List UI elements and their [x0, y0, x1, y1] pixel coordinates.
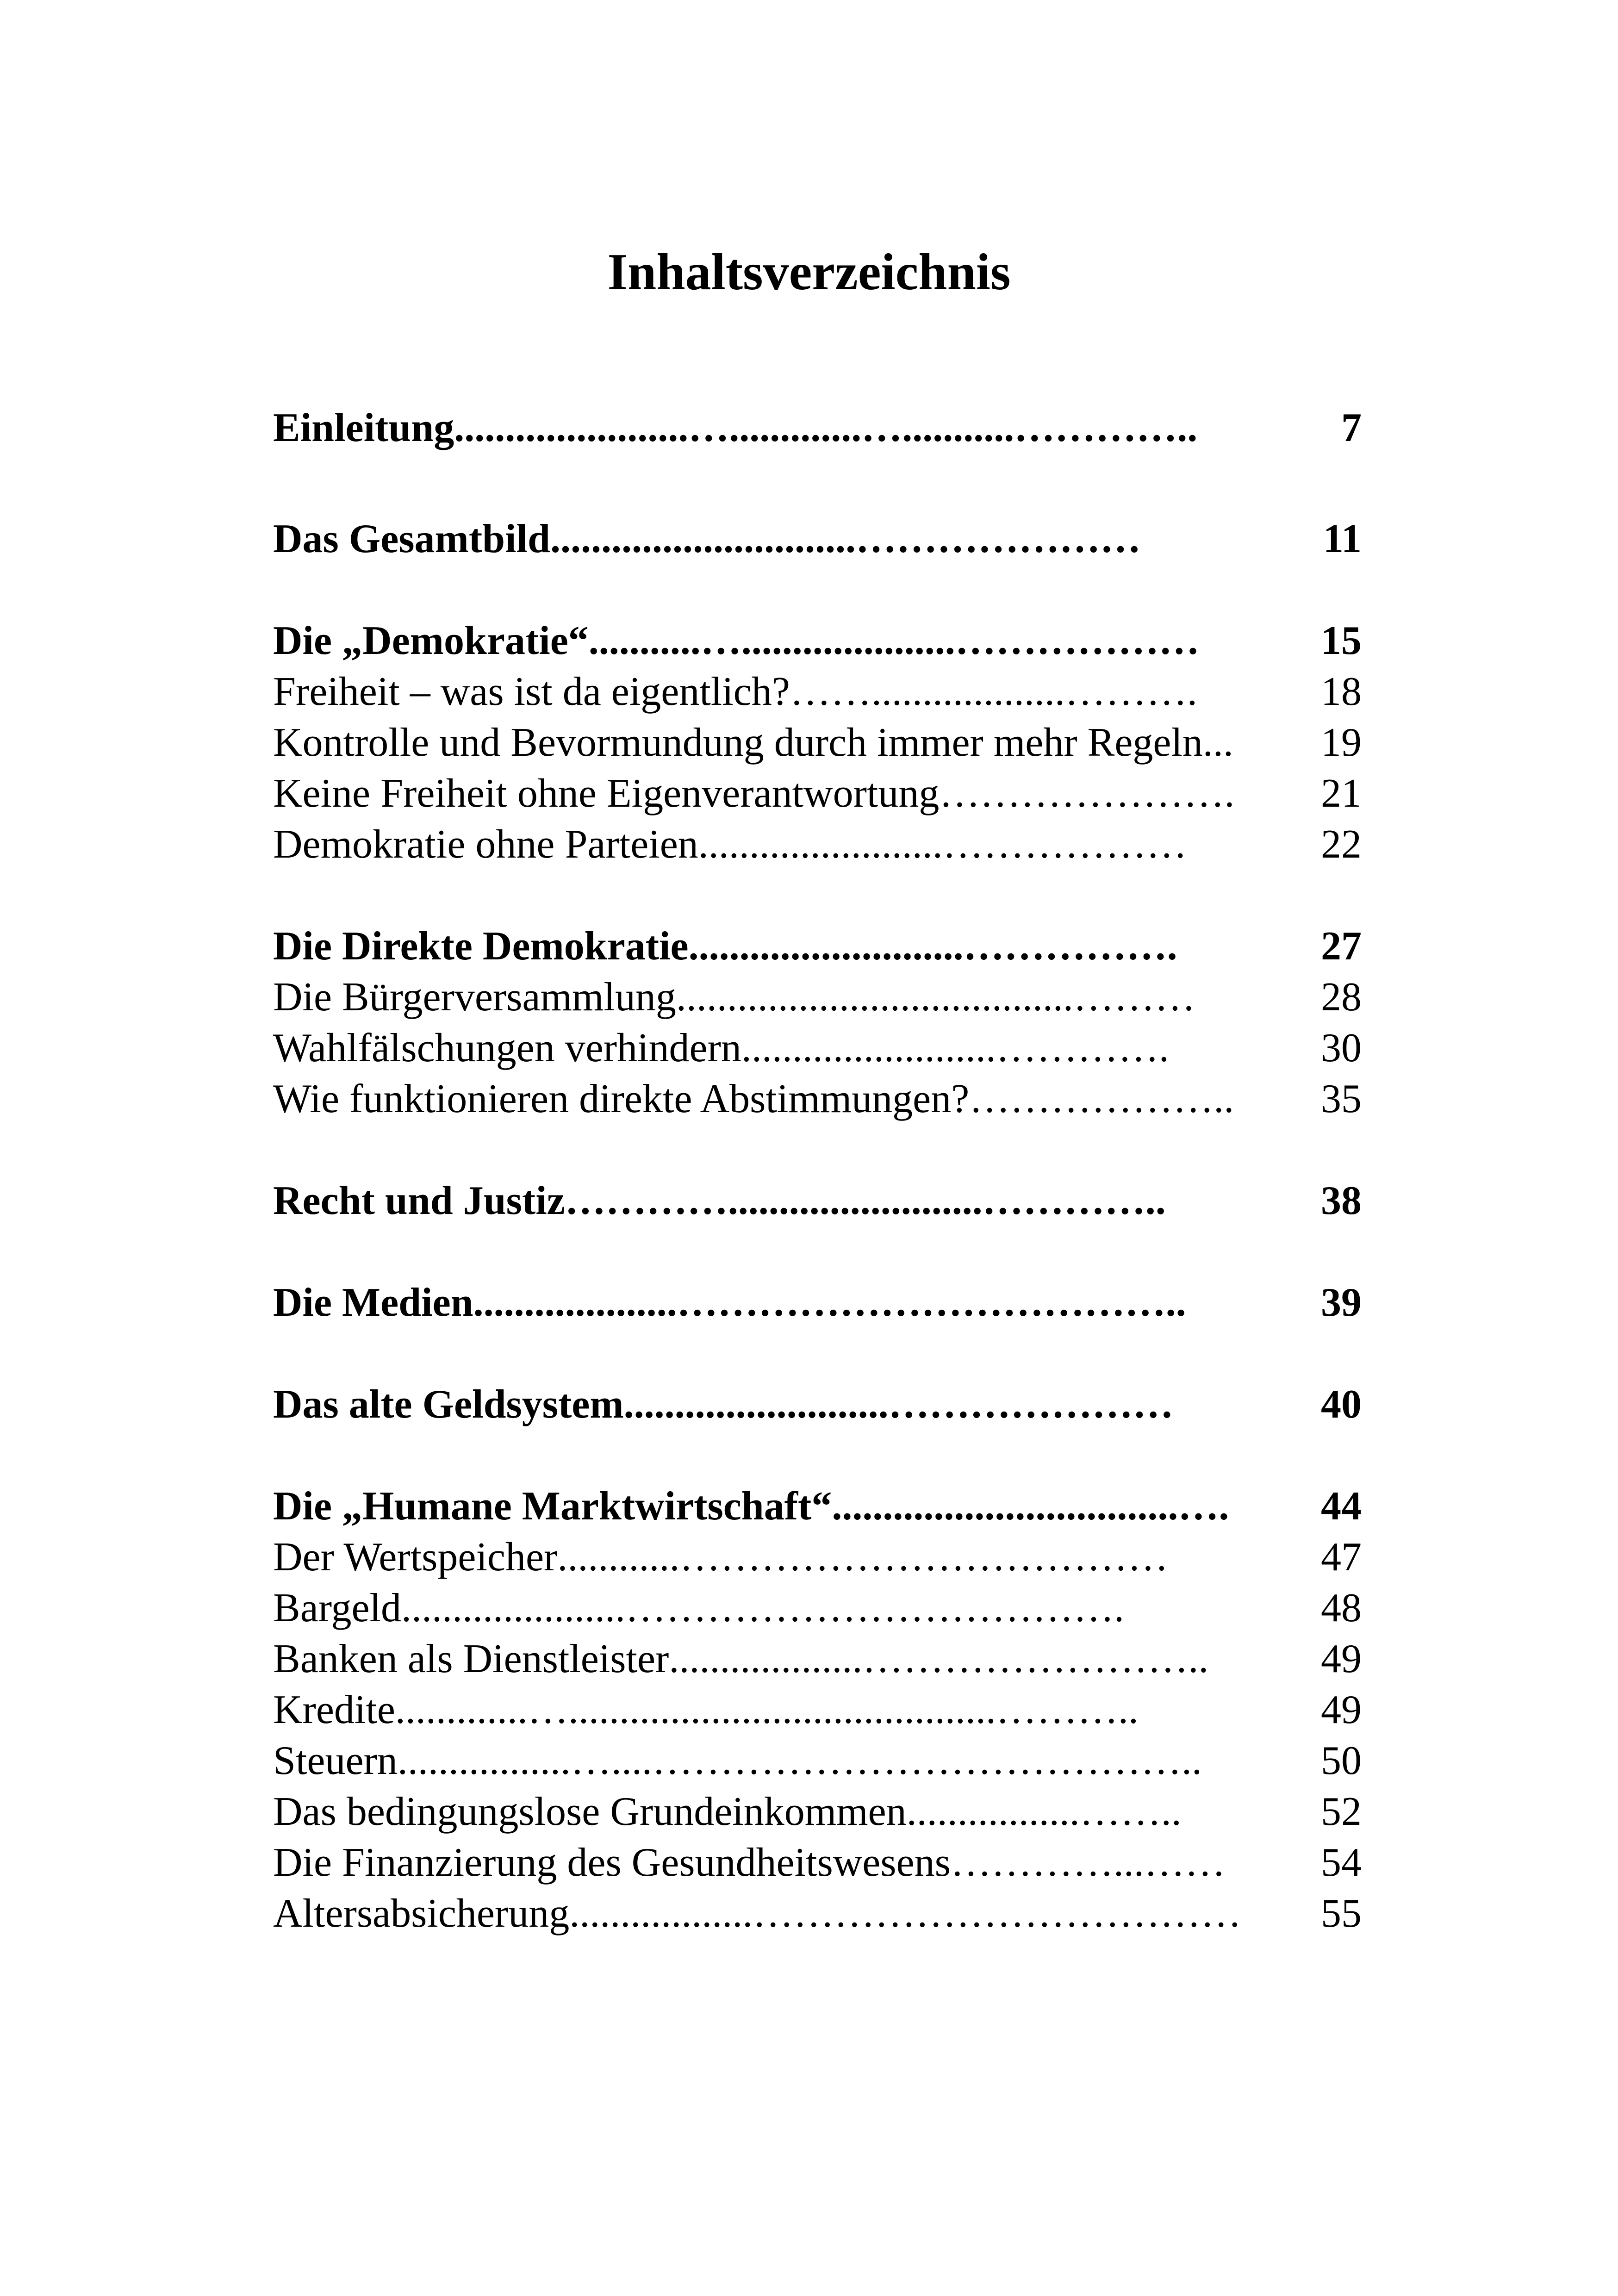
toc-entry-label: Wie funktionieren direkte Abstimmungen?	[273, 1076, 970, 1121]
toc-entry-page: 19	[1321, 720, 1362, 765]
toc-entry-leader: ......................……………………………….	[401, 1586, 1124, 1630]
toc-entry-label: Einleitung	[273, 405, 454, 450]
toc-entry-leader: ...........................…………….	[688, 924, 1177, 969]
toc-entry-leader: ..............................…………………	[550, 516, 1141, 561]
toc-entry-page: 28	[1321, 975, 1362, 1020]
toc-entry-leader: ...	[1202, 720, 1233, 765]
toc-entry-eigenverantwortung	[273, 768, 1362, 819]
toc-entry-leader: ............………………………………	[557, 1535, 1169, 1580]
toc-entry-label: Freiheit – was ist da eigentlich?	[273, 669, 790, 714]
toc-entry-page: 22	[1321, 822, 1362, 867]
toc-entry-page: 54	[1321, 1840, 1362, 1885]
toc-entry-banken	[273, 1634, 1362, 1685]
toc-entry-kontrolle	[273, 717, 1362, 768]
toc-entry-page: 27	[1321, 924, 1362, 969]
toc-entry-abstimmungen	[273, 1074, 1362, 1125]
toc-entry-einleitung	[273, 403, 1362, 454]
toc-entry-leader: ……...................……….	[790, 669, 1197, 714]
toc-entry-page: 7	[1341, 405, 1362, 450]
toc-entry-buergerversammlung	[273, 972, 1362, 1023]
toc-entry-label: Bargeld	[273, 1586, 401, 1630]
toc-entry-ohne-parteien	[273, 819, 1362, 870]
toc-entry-leader: ………………….	[939, 771, 1235, 816]
toc-entry-freiheit	[273, 666, 1362, 717]
toc-entry-label: Recht und Justiz	[273, 1178, 565, 1223]
toc-entry-leader: …………...……	[950, 1840, 1226, 1885]
toc-entry-grundeinkommen	[273, 1786, 1362, 1837]
toc-entry-leader: ...........….....................………………	[588, 618, 1200, 663]
toc-entry-wahlfaelschungen	[273, 1023, 1362, 1074]
toc-entry-page: 52	[1321, 1789, 1362, 1834]
toc-entry-label: Die Direkte Demokratie	[273, 924, 689, 969]
toc-entry-medien	[273, 1277, 1362, 1328]
toc-entry-leader: ..........................…………………	[623, 1382, 1174, 1427]
toc-entry-label: Wahlfälschungen verhindern	[273, 1026, 741, 1070]
toc-entry-label: Steuern	[273, 1738, 398, 1783]
toc-entry-label: Das Gesamtbild	[273, 516, 550, 561]
toc-entry-recht-justiz	[273, 1176, 1362, 1226]
toc-entry-page: 44	[1321, 1484, 1362, 1529]
toc-entry-label: Keine Freiheit ohne Eigenverantwortung	[273, 771, 940, 816]
toc-entry-gesamtbild	[273, 514, 1362, 565]
toc-entry-marktwirtschaft	[273, 1481, 1362, 1532]
toc-entry-page: 40	[1321, 1382, 1362, 1427]
toc-entry-label: Demokratie ohne Parteien	[273, 822, 698, 867]
toc-entry-altersabsicherung	[273, 1888, 1362, 1939]
toc-entry-label: Das bedingungslose Grundeinkommen	[273, 1789, 907, 1834]
toc-entry-leader: ...................……………………..	[669, 1636, 1209, 1681]
toc-entry-leader: .......................….............…...........…………..	[454, 405, 1198, 450]
toc-entry-direkte-demokratie	[273, 921, 1362, 972]
toc-entry-page: 47	[1321, 1535, 1362, 1580]
toc-entry-page: 30	[1321, 1026, 1362, 1070]
toc-entry-label: Die Medien	[273, 1280, 473, 1325]
toc-entry-page: 50	[1321, 1738, 1362, 1783]
toc-entry-page: 49	[1321, 1687, 1362, 1732]
toc-entry-page: 18	[1321, 669, 1362, 714]
toc-entry-page: 48	[1321, 1586, 1362, 1630]
toc-entry-page: 15	[1321, 618, 1362, 663]
toc-entry-leader: .............…..........................................………..	[395, 1687, 1139, 1732]
toc-entry-leader: ........................………………	[698, 822, 1187, 867]
toc-entry-demokratie	[273, 616, 1362, 666]
page-title: Inhaltsverzeichnis	[607, 243, 1011, 301]
toc-entry-leader: .................…....…………………………………..	[397, 1738, 1202, 1783]
toc-entry-leader: .......................................………	[676, 975, 1195, 1020]
toc-entry-label: Die Finanzierung des Gesundheitswesens	[273, 1840, 951, 1885]
toc-entry-label: Banken als Dienstleister	[273, 1636, 669, 1681]
toc-entry-leader: ..................………………………………	[569, 1891, 1242, 1936]
toc-entry-label: Kontrolle und Bevormundung durch immer mehr Regeln	[273, 720, 1203, 765]
toc-entry-leader: ....................………………………………..	[473, 1280, 1186, 1325]
toc-entry-gesundheitswesen	[273, 1837, 1362, 1888]
toc-entry-page: 55	[1321, 1891, 1362, 1936]
toc-entry-wertspeicher	[273, 1532, 1362, 1583]
toc-entry-page: 11	[1323, 516, 1362, 561]
toc-entry-page: 21	[1321, 771, 1362, 816]
toc-entry-label: Die „Demokratie“	[273, 618, 589, 663]
toc-entry-label: Das alte Geldsystem	[273, 1382, 624, 1427]
toc-entry-steuern	[273, 1736, 1362, 1786]
toc-entry-geldsystem	[273, 1379, 1362, 1430]
toc-entry-bargeld	[273, 1583, 1362, 1634]
toc-entry-label: Die „Humane Marktwirtschaft“	[273, 1484, 832, 1529]
toc-entry-page: 38	[1321, 1178, 1362, 1223]
toc-entry-leader: ..................................….	[832, 1484, 1229, 1529]
toc-entry-label: Die Bürgerversammlung	[273, 975, 676, 1020]
toc-entry-leader: ………….........................…………..	[565, 1178, 1166, 1223]
toc-entry-kredite	[273, 1685, 1362, 1736]
toc-entry-label: Kredite	[273, 1687, 395, 1732]
toc-entry-leader: ………………..	[969, 1076, 1234, 1121]
toc-entry-page: 35	[1321, 1076, 1362, 1121]
toc-entry-leader: .........................………….	[741, 1026, 1169, 1070]
toc-entry-leader: .................……..	[906, 1789, 1182, 1834]
toc-entry-page: 39	[1321, 1280, 1362, 1325]
toc-entry-page: 49	[1321, 1636, 1362, 1681]
toc-entry-label: Der Wertspeicher	[273, 1535, 558, 1580]
toc-entry-label: Altersabsicherung	[273, 1891, 570, 1936]
